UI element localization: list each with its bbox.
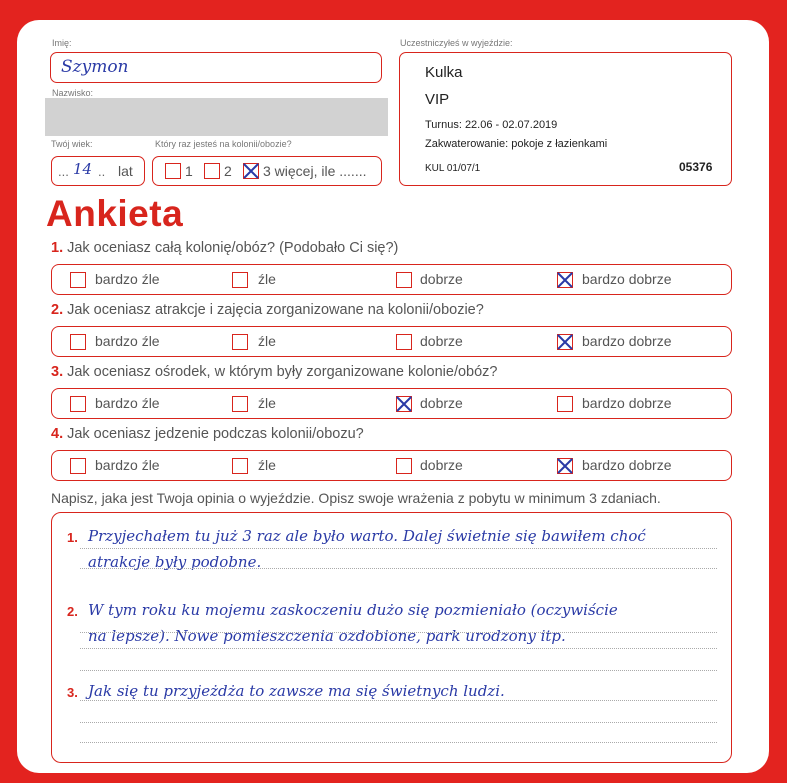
survey-title: Ankieta xyxy=(46,193,184,234)
option-label: bardzo dobrze xyxy=(582,457,672,473)
trip-turnus: Turnus: 22.06 - 02.07.2019 xyxy=(425,119,558,131)
age-label: Twój wiek: xyxy=(51,139,93,149)
trip-name: Kulka xyxy=(425,64,463,81)
dotted-writing-line xyxy=(80,700,717,701)
option-label: dobrze xyxy=(420,457,463,473)
dotted-writing-line xyxy=(80,722,717,723)
checkbox-q3-option-3[interactable] xyxy=(396,396,412,412)
times-option-3: 3 więcej, ile ....... xyxy=(263,163,367,179)
times-option-1: 1 xyxy=(185,163,193,179)
checkbox-q2-option-1[interactable] xyxy=(70,334,86,350)
age-dots-left: ... xyxy=(58,164,69,179)
times-label: Który raz jesteś na kolonii/obozie? xyxy=(155,139,292,149)
times-checkbox-2[interactable] xyxy=(204,163,220,179)
question-3 xyxy=(51,364,497,380)
option-label: dobrze xyxy=(420,395,463,411)
option-label: źle xyxy=(258,333,276,349)
surname-label: Nazwisko: xyxy=(52,88,94,98)
question-text: Jak oceniasz ośrodek, w którym były zorganizowane kolonie/obóz? xyxy=(67,364,498,380)
name-label: Imię: xyxy=(52,38,72,48)
question-text: Jak oceniasz jedzenie podczas kolonii/obozu? xyxy=(67,426,364,442)
answer-line: Jak się tu przyjeżdża to zawsze ma się świetnych ludzi. xyxy=(88,682,505,700)
question-number: 4. xyxy=(51,426,64,442)
age-unit: lat xyxy=(118,163,133,179)
answer-line: Przyjechałem tu już 3 raz ale było warto. Dalej świetnie się bawiłem choć xyxy=(88,527,646,545)
option-label: źle xyxy=(258,395,276,411)
question-text: Jak oceniasz całą kolonię/obóz? (Podobało Ci się?) xyxy=(67,240,399,256)
dotted-writing-line xyxy=(80,742,717,743)
option-label: źle xyxy=(258,271,276,287)
question-number: 2. xyxy=(51,302,64,318)
checkbox-q4-option-3[interactable] xyxy=(396,458,412,474)
question-1 xyxy=(51,240,398,256)
option-label: dobrze xyxy=(420,333,463,349)
dotted-writing-line xyxy=(80,648,717,649)
checkbox-q2-option-4[interactable] xyxy=(557,334,573,350)
checkbox-q1-option-1[interactable] xyxy=(70,272,86,288)
checkbox-q2-option-2[interactable] xyxy=(232,334,248,350)
option-label: bardzo źle xyxy=(95,333,160,349)
times-field xyxy=(152,156,382,186)
option-label: bardzo dobrze xyxy=(582,333,672,349)
trip-label: Uczestniczyłeś w wyjeździe: xyxy=(400,38,513,48)
trip-code: KUL 01/07/1 xyxy=(425,163,481,174)
age-value: 14 xyxy=(73,160,93,178)
checkbox-q2-option-3[interactable] xyxy=(396,334,412,350)
dotted-writing-line xyxy=(80,568,717,569)
question-number: 3. xyxy=(51,364,64,380)
checkbox-q4-option-1[interactable] xyxy=(70,458,86,474)
answer-line: atrakcje były podobne. xyxy=(88,553,262,571)
dotted-writing-line xyxy=(80,548,717,549)
option-label: źle xyxy=(258,457,276,473)
checkbox-q1-option-3[interactable] xyxy=(396,272,412,288)
question-text: Jak oceniasz atrakcje i zajęcia zorganizowane na kolonii/obozie? xyxy=(67,302,484,318)
name-value: Szymon xyxy=(61,57,129,77)
dotted-writing-line xyxy=(80,632,717,633)
answer-number: 3. xyxy=(67,685,78,700)
trip-type: VIP xyxy=(425,91,450,108)
option-label: bardzo źle xyxy=(95,457,160,473)
opinion-prompt: Napisz, jaka jest Twoja opinia o wyjeździe. Opisz swoje wrażenia z pobytu w minimum 3 zdaniach. xyxy=(51,490,661,506)
checkbox-q4-option-4[interactable] xyxy=(557,458,573,474)
checkbox-q1-option-4[interactable] xyxy=(557,272,573,288)
checkbox-q4-option-2[interactable] xyxy=(232,458,248,474)
option-label: bardzo dobrze xyxy=(582,395,672,411)
checkbox-q1-option-2[interactable] xyxy=(232,272,248,288)
option-label: bardzo źle xyxy=(95,395,160,411)
checkbox-q3-option-2[interactable] xyxy=(232,396,248,412)
name-field[interactable] xyxy=(50,52,382,83)
answer-number: 1. xyxy=(67,530,78,545)
option-label: bardzo dobrze xyxy=(582,271,672,287)
answer-line: W tym roku ku mojemu zaskoczeniu dużo się pozmieniało (oczywiście xyxy=(88,601,618,619)
question-number: 1. xyxy=(51,240,64,256)
question-4 xyxy=(51,426,364,442)
dotted-writing-line xyxy=(80,670,717,671)
age-field[interactable] xyxy=(51,156,145,186)
answer-line: na lepsze). Nowe pomieszczenia ozdobione, park urodzony itp. xyxy=(88,627,566,645)
times-option-2: 2 xyxy=(224,163,232,179)
question-2 xyxy=(51,302,484,318)
age-dots-right: .. xyxy=(98,164,106,179)
checkbox-q3-option-1[interactable] xyxy=(70,396,86,412)
option-label: bardzo źle xyxy=(95,271,160,287)
answer-number: 2. xyxy=(67,604,78,619)
redacted-surname xyxy=(45,98,388,136)
trip-number: 05376 xyxy=(679,160,713,174)
checkbox-q3-option-4[interactable] xyxy=(557,396,573,412)
trip-accommodation: Zakwaterowanie: pokoje z łazienkami xyxy=(425,138,608,150)
times-checkbox-1[interactable] xyxy=(165,163,181,179)
times-checkbox-3[interactable] xyxy=(243,163,259,179)
option-label: dobrze xyxy=(420,271,463,287)
